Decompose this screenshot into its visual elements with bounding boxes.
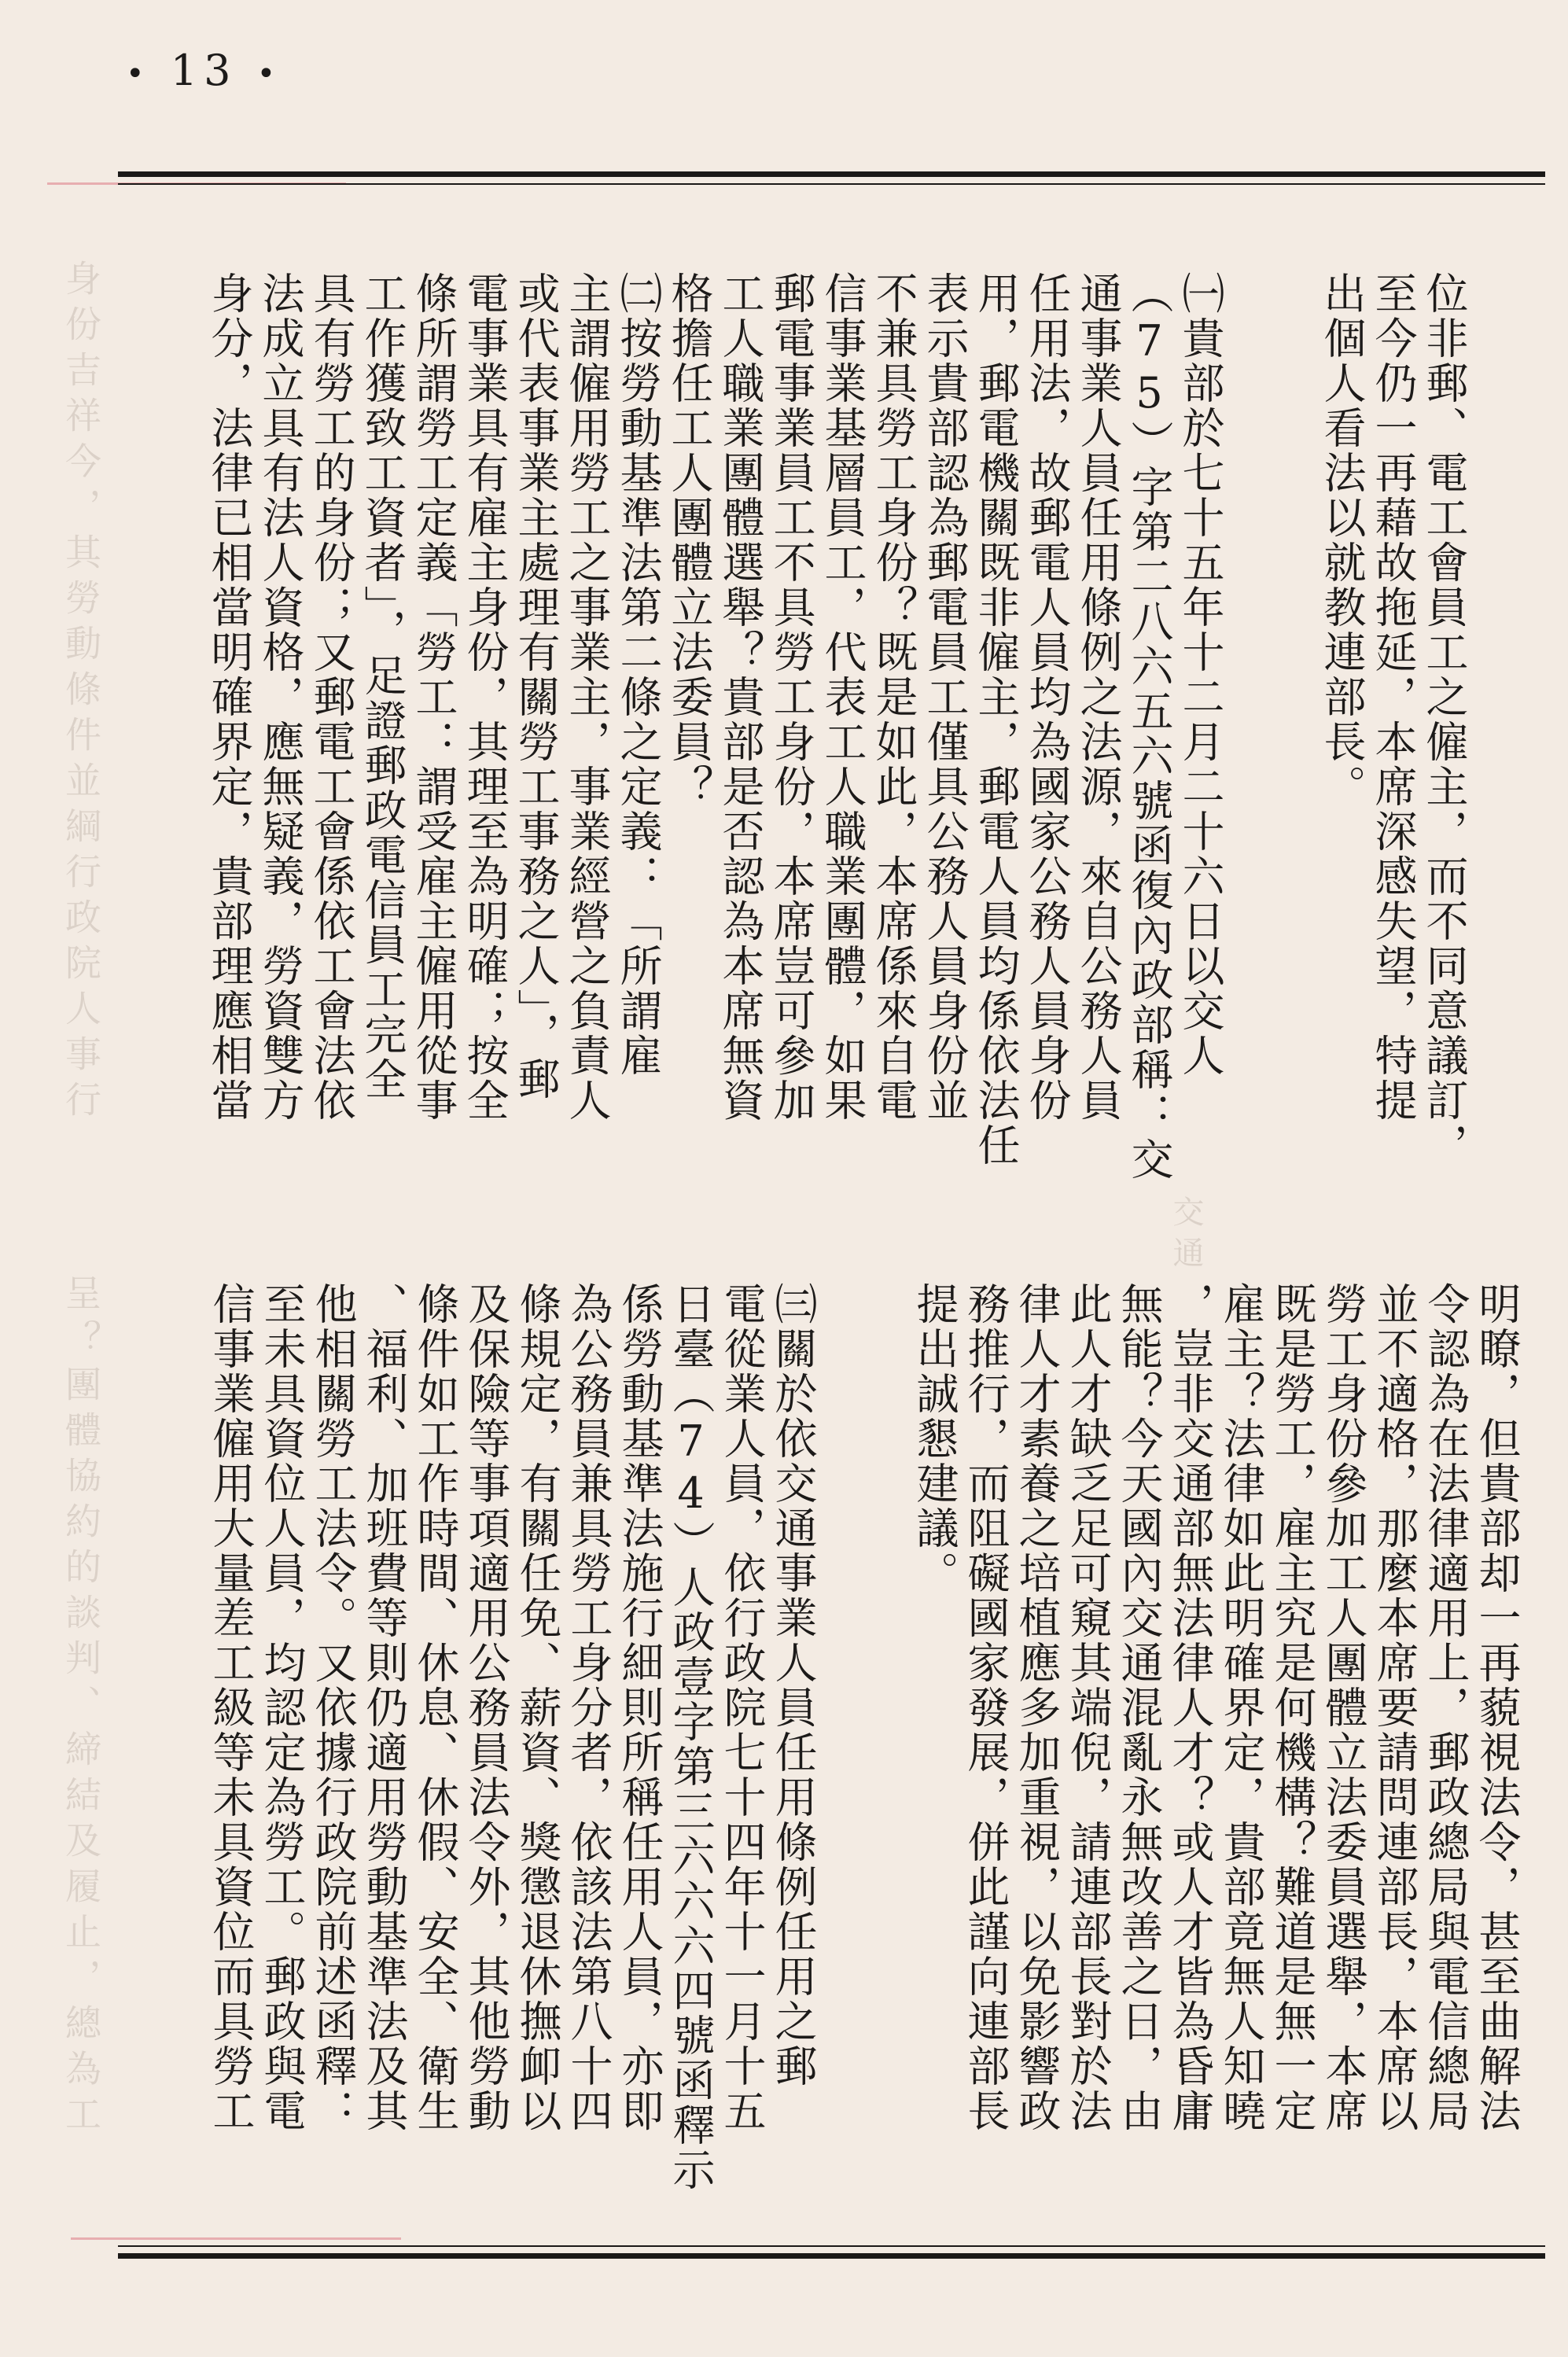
- text-line: ，豈非交通部無法律人才？或人才皆為昏庸: [1165, 1282, 1215, 2134]
- text-line: 至未具資位人員，均認定為勞工。郵政與電: [257, 1282, 307, 2134]
- text-line: 律人才素養之培植應多加重視，以免影響政: [1012, 1282, 1062, 2134]
- column-spacer: [1226, 271, 1316, 1199]
- text-line: 表示貴部認為郵電員工僅具公務人員身份並: [920, 271, 970, 1123]
- header-rule: [118, 171, 1545, 185]
- text-line: 雇主？法律如此明確界定，貴部竟無人知曉: [1216, 1282, 1266, 2134]
- text-line: 郵電事業員工不具勞工身份，本席豈可參加: [767, 271, 816, 1123]
- text-line: 主謂僱用勞工之事業主，事業經營之負責人: [562, 271, 612, 1123]
- text-line: 身分，法律已相當明確界定，貴部理應相當: [204, 271, 254, 1123]
- column-spacer: [819, 1282, 909, 2210]
- text-line: 電事業具有雇主身份，其理至為明確；按全: [460, 271, 510, 1123]
- text-line: 務推行，而阻礙國家發展，併此謹向連部長: [961, 1282, 1010, 2134]
- text-line: 並不適格，那麼本席要請問連部長，本席以: [1370, 1282, 1419, 2134]
- text-line: 此人才缺乏足可窺其端倪，請連部長對於法: [1063, 1282, 1113, 2134]
- footer-rule: [118, 2245, 1545, 2259]
- text-line: ㈡按勞動基準法第二條之定義：「所謂雇: [613, 271, 663, 1078]
- text-line: 勞工身份參加工人團體立法委員選舉，本席: [1319, 1282, 1368, 2134]
- text-line: 信事業基層員工，代表工人職業團體，如果: [818, 271, 867, 1123]
- upper-text-block: [133, 271, 1470, 1199]
- text-line: 不兼具勞工身份？既是如此，本席係來自電: [869, 271, 918, 1123]
- text-line: 條所謂勞工定義「勞工：謂受雇主僱用從事: [409, 271, 458, 1123]
- text-line: 明瞭，但貴部却一再藐視法令，甚至曲解法: [1472, 1282, 1522, 2134]
- text-line: 信事業僱用大量差工級等未具資位而具勞工: [206, 1282, 256, 2134]
- text-line: 條件如工作時間、休息、休假、安全、衛生: [410, 1282, 460, 2134]
- text-line: 格擔任工人團體立法委員？: [664, 271, 714, 809]
- bleed-through-text: 交通: [1168, 1195, 1204, 1277]
- page-number: • 13 •: [126, 46, 282, 95]
- text-line: 或代表事業主處理有關勞工事務之人」，郵: [511, 271, 561, 1102]
- text-line: 、福利、加班費等則仍適用勞動基準法及其: [359, 1282, 409, 2134]
- page-number-value: 13: [170, 46, 237, 95]
- text-line: 無能？今天國內交通混亂永無改善之日，由: [1114, 1282, 1164, 2134]
- text-line: 電從業人員，依行政院七十四年十一月十五: [717, 1282, 767, 2134]
- text-line: 通事業人員任用條例之法源，來自公務人員: [1073, 271, 1123, 1123]
- text-line: 位非郵、電工會員工之僱主，而不同意議訂，: [1419, 271, 1469, 1168]
- text-line: 為公務員兼具勞工身分者，依該法第八十四: [564, 1282, 613, 2134]
- text-line: ㈢關於依交通事業人員任用條例任用之郵: [768, 1282, 818, 2089]
- text-line: ㈠貴部於七十五年十二月二十六日以交人: [1176, 271, 1225, 1078]
- text-line: 條規定，有關任免、薪資、獎懲退休撫卹以: [513, 1282, 562, 2134]
- text-line: 用，郵電機關既非僱主，郵電人員均係依法任: [971, 271, 1021, 1168]
- text-line: 具有勞工的身份；又郵電工會係依工會法依: [307, 271, 356, 1123]
- bleed-pink-line-bottom: [71, 2237, 401, 2240]
- text-line: 至今仍一再藉故拖延，本席深感失望，特提: [1368, 271, 1418, 1123]
- text-line: 工人職業團體選舉？貴部是否認為本席無資: [716, 271, 765, 1123]
- text-line: 及保險等事項適用公務員法令外，其他勞動: [462, 1282, 511, 2134]
- text-line: 日臺（74）人政壹字第三六六六四號函釋示: [666, 1282, 716, 2193]
- text-line: 既是勞工，雇主究是何機構？難道是無一定: [1268, 1282, 1317, 2134]
- bleed-through-text: 呈？團體協約的談判、締結及履止，總為工: [60, 1274, 102, 2141]
- text-line: （75）字第二八六五六號函復內政部稱：交: [1124, 271, 1174, 1182]
- text-line: 出個人看法以就教連部長。: [1317, 271, 1367, 809]
- lower-text-block: [107, 1282, 1522, 2210]
- text-line: 令認為在法律適用上，郵政總局與電信總局: [1421, 1282, 1470, 2134]
- text-line: 法成立具有法人資格，應無疑義，勞資雙方: [256, 271, 305, 1123]
- text-line: 任用法，故郵電人員均為國家公務人員身份: [1022, 271, 1072, 1123]
- text-line: 他相關勞工法令。又依據行政院前述函釋：: [308, 1282, 358, 2134]
- text-line: 工作獲致工資者」，足證郵政電信員工完全: [358, 271, 407, 1102]
- text-line: 提出誠懇建議。: [910, 1282, 959, 1596]
- bleed-through-text: 身份吉祥今，其勞動條件並綱行政院人事行: [60, 260, 102, 1126]
- text-line: 係勞動基準法施行細則所稱任用人員，亦即: [615, 1282, 664, 2134]
